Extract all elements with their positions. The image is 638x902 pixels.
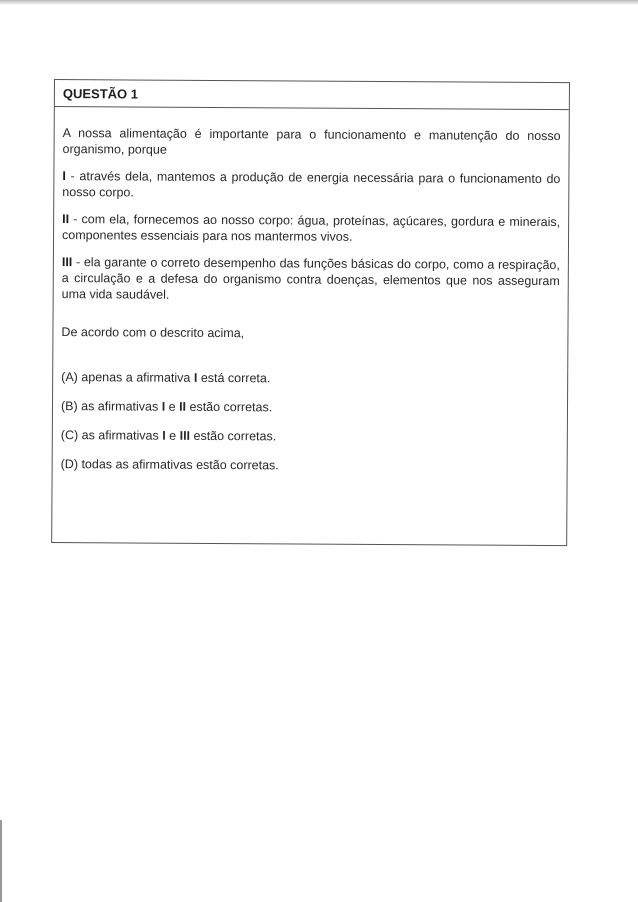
statement-numeral: II bbox=[62, 212, 70, 227]
option-numeral: II bbox=[179, 399, 187, 414]
statement-text: - com ela, fornecemos ao nosso corpo: água, proteínas, açúcares, gordura e minerais, componentes essenciais para nos mantermos vivos. bbox=[62, 212, 561, 244]
question-body bbox=[53, 107, 569, 475]
option-text: e bbox=[165, 399, 180, 414]
option-numeral: I bbox=[162, 428, 166, 443]
option-text: (B) as afirmativas bbox=[60, 399, 162, 414]
option-d[interactable] bbox=[61, 456, 559, 475]
option-numeral: I bbox=[193, 370, 198, 385]
option-text: estão corretas. bbox=[189, 428, 277, 444]
option-text: (C) as afirmativas bbox=[60, 428, 163, 443]
option-text: e bbox=[165, 428, 180, 443]
statement-numeral: I bbox=[62, 169, 66, 184]
question-intro: A nossa alimentação é importante para o funcionamento e manutenção do nosso organismo, porque bbox=[62, 126, 561, 157]
statement-text: - ela garante o correto desempenho das funções básicas do corpo, como a respiração, a circulação e a defesa do organismo contra doenças, elementos que nos asseguram uma vida saudável. bbox=[61, 255, 560, 302]
question-prompt: De acordo com o descrito acima, bbox=[61, 325, 245, 341]
statement-numeral: III bbox=[61, 255, 73, 270]
scan-edge-shadow bbox=[0, 0, 638, 5]
option-text: (D) todas as afirmativas estão corretas. bbox=[60, 457, 279, 473]
option-b[interactable] bbox=[61, 398, 559, 417]
option-numeral: I bbox=[161, 399, 166, 414]
option-text: estão corretas. bbox=[186, 399, 273, 415]
option-numeral: III bbox=[179, 428, 191, 443]
statement-2 bbox=[62, 211, 560, 246]
question-title: QUESTÃO 1 bbox=[55, 80, 569, 110]
statement-1 bbox=[62, 168, 560, 203]
option-c[interactable] bbox=[61, 427, 559, 446]
statement-3 bbox=[62, 254, 560, 305]
statement-text: - através dela, mantemos a produção de energia necessária para o funcionamento do nosso corpo. bbox=[62, 169, 561, 200]
option-text: está correta. bbox=[197, 370, 271, 386]
question-box bbox=[51, 79, 570, 546]
option-text: (A) apenas a afirmativa bbox=[61, 370, 194, 385]
option-a[interactable] bbox=[61, 369, 559, 388]
scan-left-mark bbox=[0, 820, 2, 902]
